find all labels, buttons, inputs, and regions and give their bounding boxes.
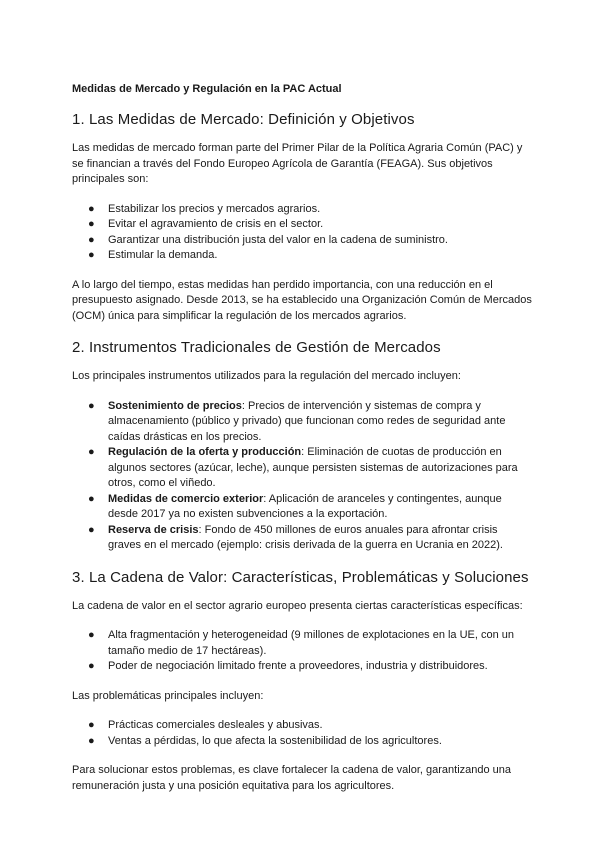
list-item: ● Reserva de crisis: Fondo de 450 millones de euros anuales para afrontar crisis graves en el mercado (ejemplo: crisis derivada de la guerra en Ucrania en 2022). bbox=[88, 523, 503, 551]
section-heading: 2. Instrumentos Tradicionales de Gestión de Mercados bbox=[72, 339, 441, 356]
document-page bbox=[72, 82, 532, 808]
problems-list bbox=[72, 718, 532, 749]
section-paragraph: A lo largo del tiempo, estas medidas han perdido importancia, con una reducción en el presupuesto asignado. Desde 2013, se ha establecido una Organización Común de Mercados (OCM) única para simplificar la regulación de los mercados agrarios. bbox=[72, 278, 532, 322]
bullet-icon: ● bbox=[88, 629, 95, 641]
characteristics-list bbox=[72, 628, 532, 675]
document-title: Medidas de Mercado y Regulación en la PAC Actual bbox=[72, 83, 342, 95]
list-item: ● Estimular la demanda. bbox=[72, 248, 532, 264]
list-item: ● Ventas a pérdidas, lo que afecta la sostenibilidad de los agricultores. bbox=[72, 734, 532, 750]
bullet-icon: ● bbox=[88, 660, 95, 672]
section-intro: Las medidas de mercado forman parte del Primer Pilar de la Política Agraria Común (PAC) y se financian a través del Fondo Europeo Agrícola de Garantía (FEAGA). Sus objetivos principales son: bbox=[72, 142, 523, 185]
objectives-list bbox=[72, 202, 532, 264]
instruments-list bbox=[72, 399, 532, 554]
bullet-icon: ● bbox=[88, 523, 95, 536]
list-item: ● Regulación de la oferta y producción: Eliminación de cuotas de producción en algunos sectores (azúcar, leche), aunque persisten sistemas de autorizaciones para otros, como el viñedo. bbox=[88, 446, 518, 489]
bullet-icon: ● bbox=[88, 233, 95, 246]
list-item: ● Garantizar una distribución justa del valor en la cadena de suministro. bbox=[72, 233, 532, 249]
list-item: ● Prácticas comerciales desleales y abusivas. bbox=[72, 718, 532, 734]
bullet-icon: ● bbox=[88, 734, 95, 747]
list-item: ● Medidas de comercio exterior: Aplicación de aranceles y contingentes, aunque desde 2017 ya no existen subvenciones a la exportación. bbox=[88, 492, 502, 520]
bullet-icon: ● bbox=[88, 399, 95, 412]
list-term: Sostenimiento de precios bbox=[108, 399, 242, 412]
list-item: ● Poder de negociación limitado frente a proveedores, industria y distribuidores. bbox=[72, 659, 532, 675]
bullet-icon: ● bbox=[88, 446, 95, 458]
bullet-icon: ● bbox=[88, 249, 95, 261]
list-item: ● Alta fragmentación y heterogeneidad (9 millones de explotaciones en la UE, con un tamaño medio de 17 hectáreas). bbox=[88, 629, 515, 657]
section-heading: 3. La Cadena de Valor: Características, Problemáticas y Soluciones bbox=[72, 568, 529, 586]
bullet-icon: ● bbox=[88, 218, 95, 230]
section-paragraph: Las problemáticas principales incluyen: bbox=[72, 689, 264, 702]
section-heading: 1. Las Medidas de Mercado: Definición y Objetivos bbox=[72, 111, 415, 128]
section-intro: Los principales instrumentos utilizados para la regulación del mercado incluyen: bbox=[72, 370, 461, 382]
list-item: ● Estabilizar los precios y mercados agrarios. bbox=[72, 202, 532, 218]
section-intro: La cadena de valor en el sector agrario europeo presenta ciertas características específicas: bbox=[72, 599, 523, 612]
section-paragraph: Para solucionar estos problemas, es clave fortalecer la cadena de valor, garantizando una remuneración justa y una posición equitativa para los agricultores. bbox=[72, 764, 512, 792]
list-item: ● Sostenimiento de precios: Precios de intervención y sistemas de compra y almacenamiento (público y privado) que funcionan como redes de seguridad ante caídas drásticas en los precios. bbox=[88, 399, 506, 443]
list-term: Medidas de comercio exterior bbox=[108, 492, 264, 505]
bullet-icon: ● bbox=[88, 719, 95, 731]
bullet-icon: ● bbox=[88, 492, 95, 505]
list-term: Reserva de crisis bbox=[108, 523, 199, 536]
list-item: ● Evitar el agravamiento de crisis en el sector. bbox=[72, 217, 532, 233]
list-term: Regulación de la oferta y producción bbox=[108, 446, 302, 458]
bullet-icon: ● bbox=[88, 202, 95, 215]
